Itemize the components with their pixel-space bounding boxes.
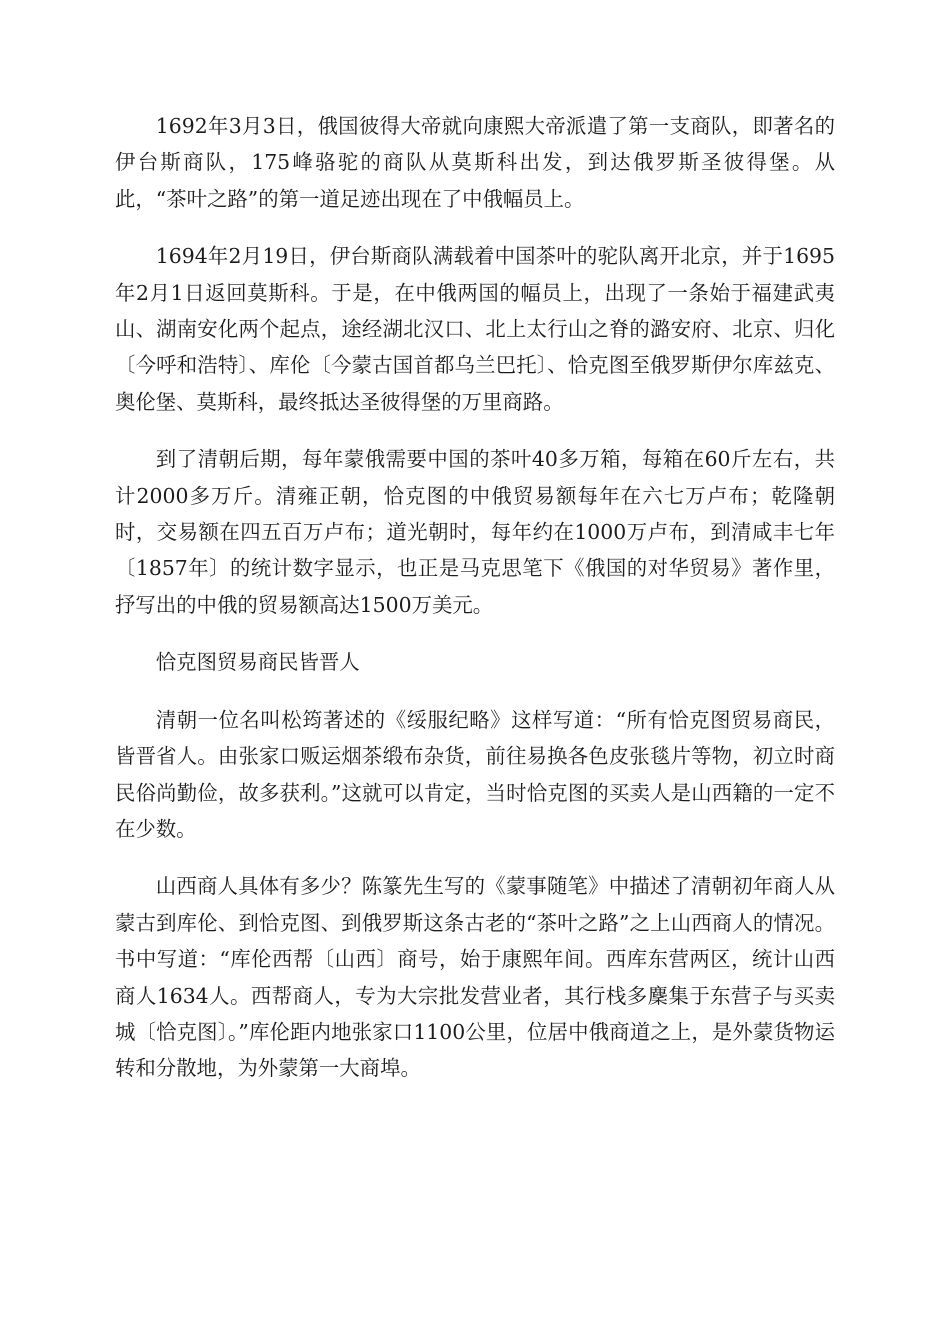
paragraph-suifu-jilue: 清朝一位名叫松筠著述的《绥服纪略》这样写道：“所有恰克图贸易商民，皆晋省人。由张家口贩运烟茶缎布杂货，前往易换各色皮张毯片等物，初立时商民俗尚勤俭，故多获利。”这就可以肯定，当时恰克图的买卖人是山西籍的一定不在少数。 xyxy=(115,707,835,841)
paragraph-ides-caravan: 1692年3月3日，俄国彼得大帝就向康熙大帝派遣了第一支商队，即著名的伊台斯商队，175峰骆驼的商队从莫斯科出发，到达俄罗斯圣彼得堡。从此，“茶叶之路”的第一道足迹出现在了中俄幅员上。 xyxy=(115,114,835,211)
paragraph-tea-road-route: 1694年2月19日，伊台斯商队满载着中国茶叶的驼队离开北京，并于1695年2月1日返回莫斯科。于是，在中俄两国的幅员上，出现了一条始于福建武夷山、湖南安化两个起点，途经湖北汉口、北上太行山之脊的潞安府、北京、归化〔今呼和浩特〕、库伦〔今蒙古国首都乌兰巴托〕、恰克图至俄罗斯伊尔库兹克、奥伦堡、莫斯科，最终抵达圣彼得堡的万里商路。 xyxy=(115,244,835,414)
section-heading: 恰克图贸易商民皆晋人 xyxy=(155,650,360,675)
document-body xyxy=(115,108,835,1108)
paragraph-shanxi-merchants: 山西商人具体有多少？陈篆先生写的《蒙事随笔》中描述了清朝初年商人从蒙古到库伦、到恰克图、到俄罗斯这条古老的“茶叶之路”之上山西商人的情况。书中写道：“库伦西帮〔山西〕商号，始于康熙年间。西库东营两区，统计山西商人1634人。西帮商人，专为大宗批发营业者，其行栈多麇集于东营子与买卖城〔恰克图〕。”库伦距内地张家口1100公里，位居中俄商道之上，是外蒙货物运转和分散地，为外蒙第一大商埠。 xyxy=(115,874,835,1081)
paragraph-trade-volume: 到了清朝后期，每年蒙俄需要中国的茶叶40多万箱，每箱在60斤左右，共计2000多万斤。清雍正朝，恰克图的中俄贸易额每年在六七万卢布；乾隆朝时，交易额在四五百万卢布；道光朝时，每年约在1000万卢布，到清咸丰七年〔1857年〕的统计数字显示，也正是马克思笔下《俄国的对华贸易》著作里，抒写出的中俄的贸易额高达1500万美元。 xyxy=(115,447,835,617)
